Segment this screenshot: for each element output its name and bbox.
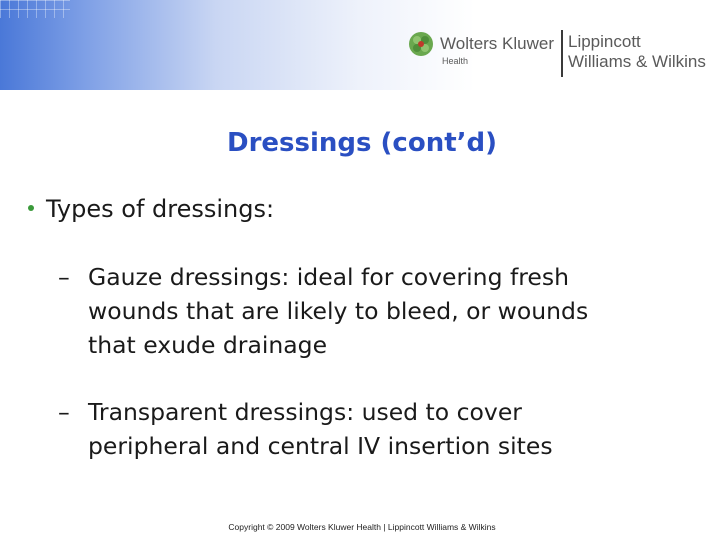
- subpoint-text: Gauze dressings: ideal for covering fresh wounds that are likely to bleed, or wounds that exude drainage: [88, 263, 589, 359]
- publisher-logo: [406, 27, 716, 83]
- header-grid-pattern: [0, 0, 70, 18]
- logo-imprint-line1: Lippincott: [568, 32, 641, 51]
- dash-icon: –: [58, 398, 70, 426]
- logo-divider: [561, 30, 563, 77]
- subpoint-transparent: [58, 395, 698, 463]
- logo-imprint: [568, 32, 706, 72]
- slide-title: Dressings (cont’d): [226, 128, 498, 158]
- subpoint-gauze: [58, 260, 698, 362]
- bullet-dot-icon: [28, 205, 34, 211]
- bullet-text: Types of dressings:: [46, 195, 275, 223]
- bullet-item: [28, 195, 274, 223]
- logo-company-name: Wolters Kluwer: [440, 34, 554, 53]
- footer-copyright: Copyright © 2009 Wolters Kluwer Health | Lippincott Williams & Wilkins: [228, 522, 496, 532]
- subpoint-text: Transparent dressings: used to cover peripheral and central IV insertion sites: [88, 398, 553, 460]
- logo-division: Health: [442, 56, 469, 66]
- logo-imprint-line2: Williams & Wilkins: [568, 52, 706, 71]
- dash-icon: –: [58, 263, 70, 291]
- wolters-kluwer-logo-icon: [408, 31, 434, 57]
